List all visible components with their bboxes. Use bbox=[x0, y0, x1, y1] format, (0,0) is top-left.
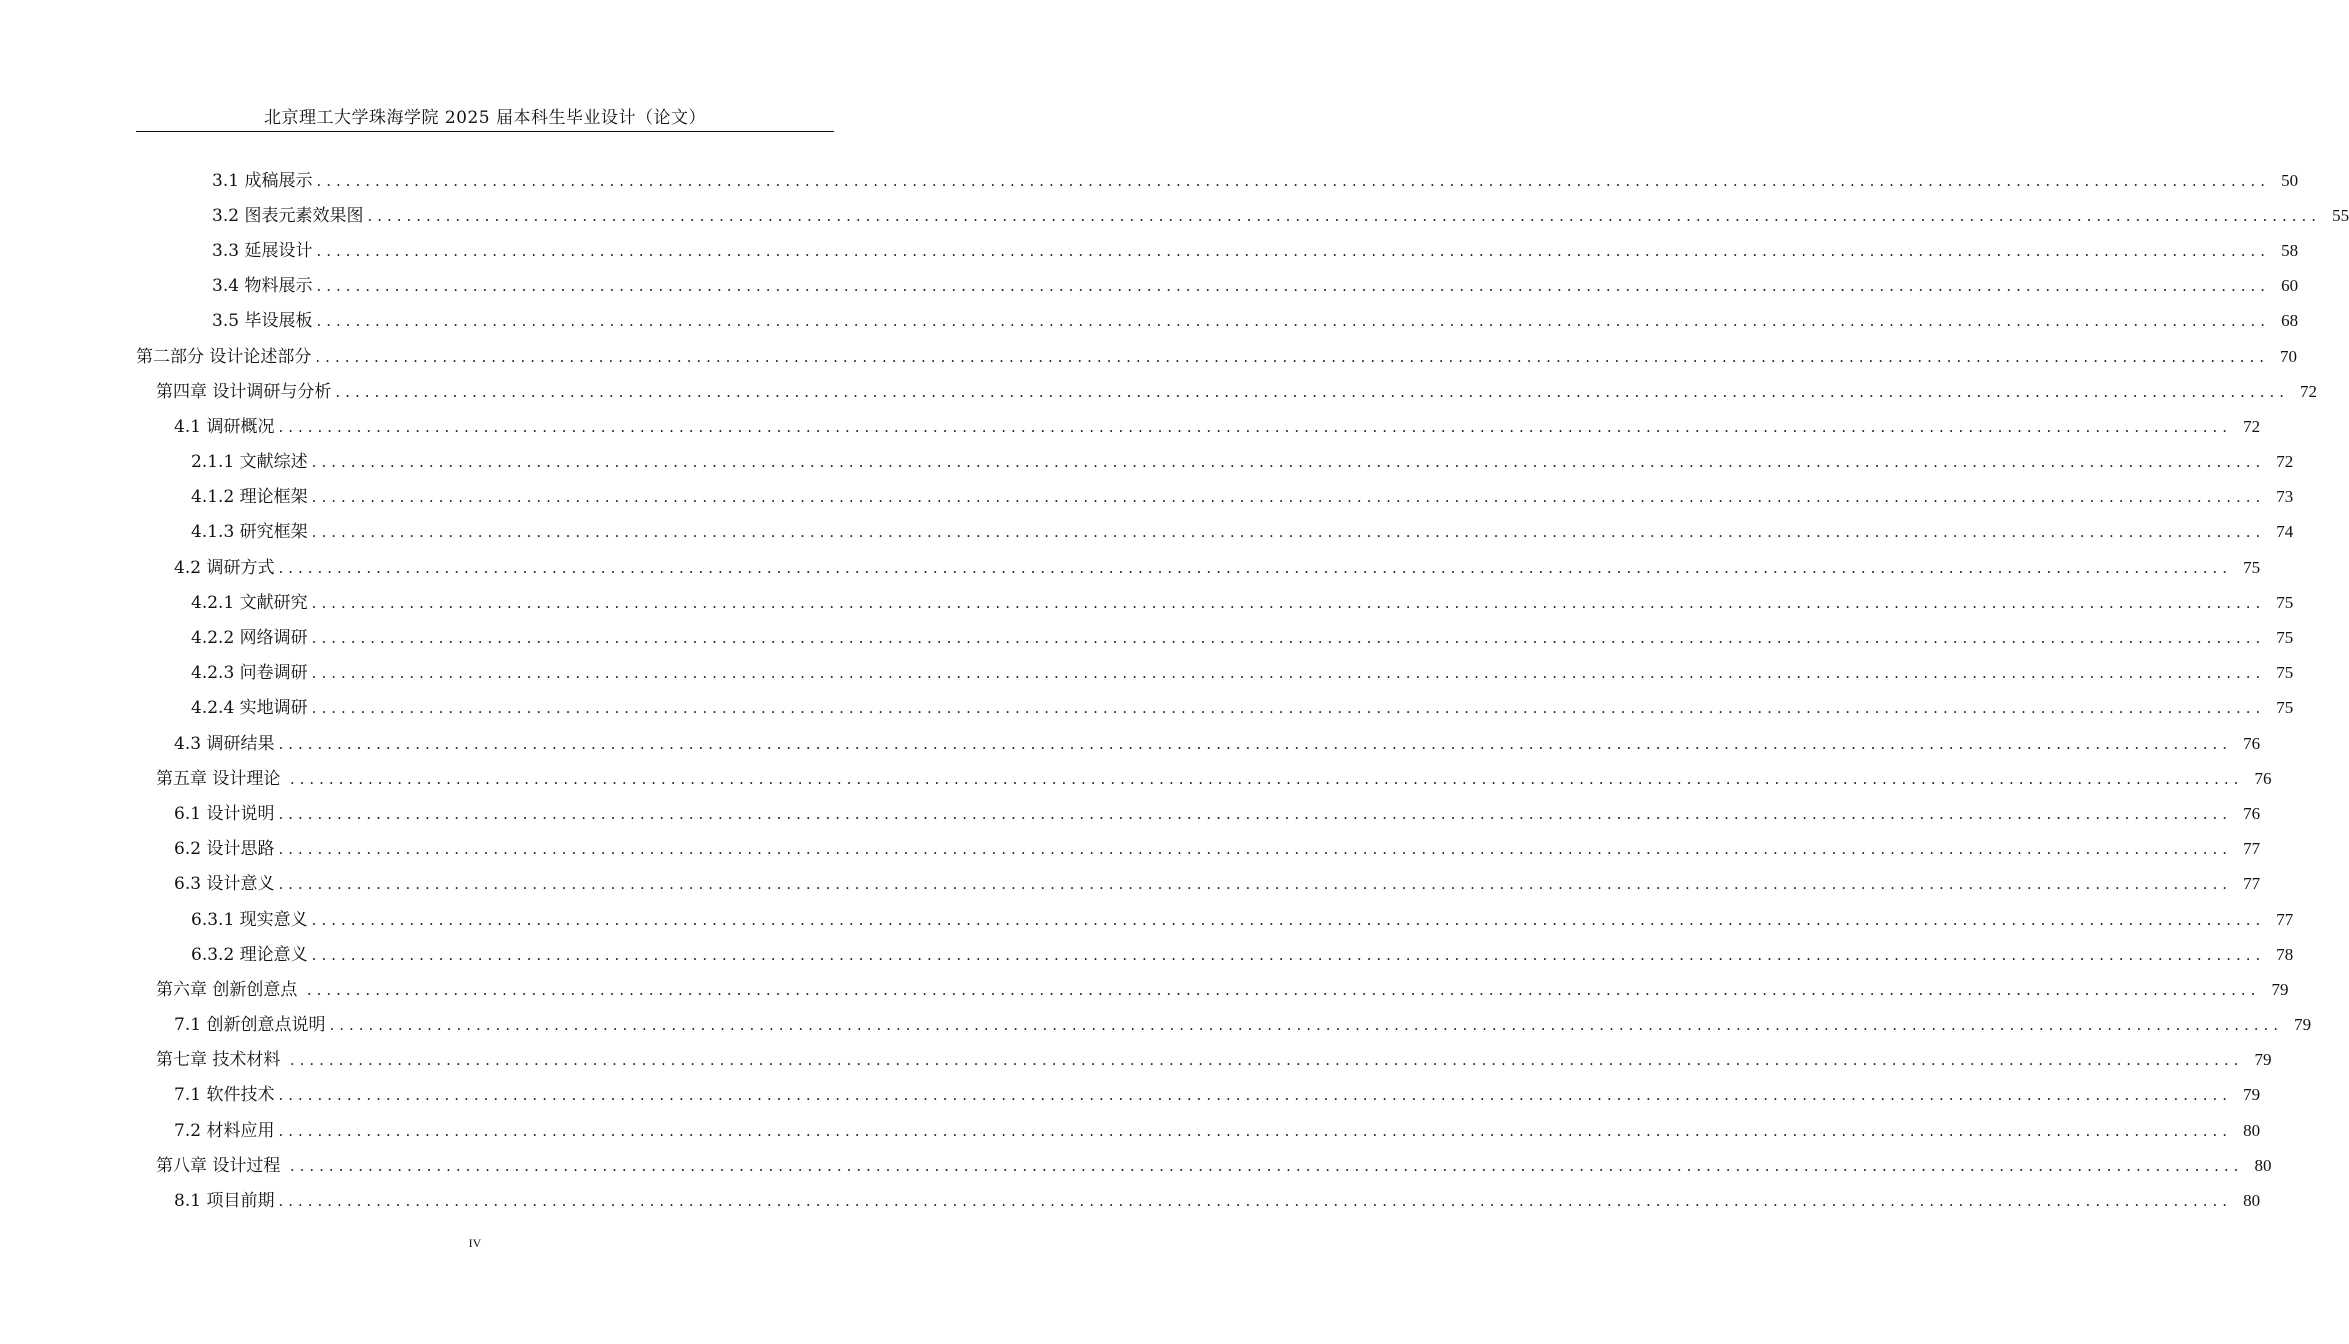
toc-entry-page: 68 bbox=[2281, 311, 2299, 331]
toc-dot-leader: ........................................................................................................................................................................................................ bbox=[311, 523, 2266, 542]
toc-dot-leader: ........................................................................................................................................................................................................ bbox=[278, 840, 2233, 859]
toc-dot-leader: ........................................................................................................................................................................................................ bbox=[278, 558, 2233, 577]
toc-entry-page: 72 bbox=[2276, 452, 2294, 472]
toc-entry-label: 2.1.1 文献综述 bbox=[191, 452, 308, 473]
toc-entry-label: 6.3 设计意义 bbox=[174, 874, 275, 895]
toc-entry-page: 75 bbox=[2276, 698, 2294, 718]
toc-entry-page: 77 bbox=[2243, 874, 2261, 894]
toc-entry-page: 75 bbox=[2276, 628, 2294, 648]
toc-entry-page: 50 bbox=[2281, 170, 2299, 190]
toc-entry-label: 第二部分 设计论述部分 bbox=[136, 346, 312, 367]
toc-entry-label: 第八章 设计过程 bbox=[156, 1155, 286, 1176]
toc-dot-leader: ........................................................................................................................................................................................................ bbox=[278, 734, 2233, 753]
toc-entry[interactable] bbox=[0, 445, 2294, 480]
toc-entry-page: 79 bbox=[2294, 1015, 2312, 1035]
toc-dot-leader: ........................................................................................................................................................................................................ bbox=[316, 312, 2271, 331]
toc-entry-page: 58 bbox=[2281, 240, 2299, 260]
toc-entry[interactable] bbox=[0, 832, 2261, 867]
toc-entry-page: 76 bbox=[2243, 803, 2261, 823]
toc-entry-page: 70 bbox=[2280, 346, 2298, 366]
toc-entry[interactable] bbox=[0, 409, 2261, 444]
toc-entry-page: 78 bbox=[2276, 944, 2294, 964]
toc-entry-label: 6.3.1 现实意义 bbox=[191, 909, 308, 930]
toc-entry-label: 3.1 成稿展示 bbox=[212, 170, 313, 191]
toc-entry-label: 4.2.1 文献研究 bbox=[191, 592, 308, 613]
toc-dot-leader: ........................................................................................................................................................................................................ bbox=[311, 699, 2266, 718]
toc-entry[interactable] bbox=[0, 726, 2261, 761]
toc-entry-label: 6.2 设计思路 bbox=[174, 839, 275, 860]
toc-entry-page: 77 bbox=[2276, 909, 2294, 929]
toc-entry-page: 80 bbox=[2243, 1191, 2261, 1211]
toc-entry-page: 72 bbox=[2300, 381, 2318, 401]
toc-entry[interactable] bbox=[0, 1043, 2272, 1078]
toc-entry-page: 79 bbox=[2243, 1085, 2261, 1105]
toc-entry-page: 60 bbox=[2281, 276, 2299, 296]
toc-entry[interactable] bbox=[0, 1183, 2261, 1218]
toc-entry-label: 8.1 项目前期 bbox=[174, 1191, 275, 1212]
toc-entry[interactable] bbox=[0, 515, 2294, 550]
toc-entry-page: 74 bbox=[2276, 522, 2294, 542]
toc-entry-label: 4.2.3 问卷调研 bbox=[191, 663, 308, 684]
toc-entry-label: 4.3 调研结果 bbox=[174, 733, 275, 754]
toc-dot-leader: ........................................................................................................................................................................................................ bbox=[278, 417, 2233, 436]
toc-entry[interactable] bbox=[0, 480, 2294, 515]
toc-entry[interactable] bbox=[0, 198, 2349, 233]
toc-dot-leader: ........................................................................................................................................................................................................ bbox=[311, 910, 2266, 929]
toc-entry-page: 77 bbox=[2243, 839, 2261, 859]
toc-entry-label: 4.1.3 研究框架 bbox=[191, 522, 308, 543]
toc-entry-label: 4.2.2 网络调研 bbox=[191, 628, 308, 649]
toc-entry[interactable] bbox=[0, 937, 2294, 972]
toc-entry-label: 3.4 物料展示 bbox=[212, 276, 313, 297]
toc-dot-leader: ........................................................................................................................................................................................................ bbox=[311, 664, 2266, 683]
toc-dot-leader: ........................................................................................................................................................................................................ bbox=[329, 1016, 2284, 1035]
toc-dot-leader: ........................................................................................................................................................................................................ bbox=[289, 1156, 2244, 1175]
toc-dot-leader: ........................................................................................................................................................................................................ bbox=[367, 206, 2322, 225]
header-divider bbox=[136, 131, 834, 132]
toc-entry-label: 4.2 调研方式 bbox=[174, 557, 275, 578]
toc-entry-page: 75 bbox=[2243, 557, 2261, 577]
toc-entry-page: 75 bbox=[2276, 663, 2294, 683]
toc-entry-page: 79 bbox=[2271, 979, 2289, 999]
toc-dot-leader: ........................................................................................................................................................................................................ bbox=[289, 769, 2244, 788]
toc-entry[interactable] bbox=[0, 233, 2299, 268]
toc-entry-page: 76 bbox=[2243, 733, 2261, 753]
toc-entry[interactable] bbox=[0, 620, 2294, 655]
toc-dot-leader: ........................................................................................................................................................................................................ bbox=[335, 382, 2290, 401]
toc-entry-page: 73 bbox=[2276, 487, 2294, 507]
toc-entry[interactable] bbox=[0, 761, 2272, 796]
toc-entry[interactable] bbox=[0, 1113, 2261, 1148]
page-header: 北京理工大学珠海学院 2025 届本科生毕业设计（论文） bbox=[263, 108, 707, 128]
toc-dot-leader: ........................................................................................................................................................................................................ bbox=[311, 945, 2266, 964]
toc-entry[interactable] bbox=[0, 550, 2261, 585]
toc-entry[interactable] bbox=[0, 163, 2299, 198]
toc-entry-page: 80 bbox=[2254, 1155, 2272, 1175]
toc-dot-leader: ........................................................................................................................................................................................................ bbox=[316, 277, 2271, 296]
table-of-contents bbox=[0, 163, 2349, 1219]
toc-entry-page: 72 bbox=[2243, 416, 2261, 436]
toc-entry[interactable] bbox=[0, 867, 2261, 902]
toc-dot-leader: ........................................................................................................................................................................................................ bbox=[311, 629, 2266, 648]
toc-entry-page: 80 bbox=[2243, 1120, 2261, 1140]
toc-entry-label: 第七章 技术材料 bbox=[156, 1050, 286, 1071]
toc-dot-leader: ........................................................................................................................................................................................................ bbox=[278, 1121, 2233, 1140]
toc-entry-label: 第五章 设计理论 bbox=[156, 768, 286, 789]
toc-entry[interactable] bbox=[0, 585, 2294, 620]
toc-entry-page: 75 bbox=[2276, 592, 2294, 612]
toc-entry[interactable] bbox=[0, 691, 2294, 726]
toc-entry-label: 3.2 图表元素效果图 bbox=[212, 205, 364, 226]
toc-entry[interactable] bbox=[0, 269, 2299, 304]
toc-entry-label: 6.1 设计说明 bbox=[174, 803, 275, 824]
page-number: IV bbox=[468, 1236, 482, 1250]
toc-entry[interactable] bbox=[0, 1148, 2272, 1183]
toc-entry-page: 76 bbox=[2254, 768, 2272, 788]
toc-entry-label: 3.5 毕设展板 bbox=[212, 311, 313, 332]
toc-entry-label: 7.2 材料应用 bbox=[174, 1120, 275, 1141]
toc-entry[interactable] bbox=[0, 1078, 2261, 1113]
toc-entry-label: 第六章 创新创意点 bbox=[156, 979, 303, 1000]
toc-entry[interactable] bbox=[0, 796, 2261, 831]
toc-dot-leader: ........................................................................................................................................................................................................ bbox=[311, 593, 2266, 612]
toc-dot-leader: ........................................................................................................................................................................................................ bbox=[315, 347, 2270, 366]
toc-entry[interactable] bbox=[0, 1008, 2312, 1043]
toc-entry-label: 4.1.2 理论框架 bbox=[191, 487, 308, 508]
toc-entry-label: 4.1 调研概况 bbox=[174, 416, 275, 437]
toc-entry[interactable] bbox=[0, 656, 2294, 691]
toc-entry-page: 79 bbox=[2254, 1050, 2272, 1070]
toc-entry-label: 4.2.4 实地调研 bbox=[191, 698, 308, 719]
toc-dot-leader: ........................................................................................................................................................................................................ bbox=[278, 1086, 2233, 1105]
toc-dot-leader: ........................................................................................................................................................................................................ bbox=[316, 241, 2271, 260]
toc-dot-leader: ........................................................................................................................................................................................................ bbox=[289, 1051, 2244, 1070]
toc-dot-leader: ........................................................................................................................................................................................................ bbox=[316, 171, 2271, 190]
toc-entry[interactable] bbox=[0, 304, 2299, 339]
toc-entry-label: 6.3.2 理论意义 bbox=[191, 944, 308, 965]
toc-dot-leader: ........................................................................................................................................................................................................ bbox=[278, 875, 2233, 894]
toc-entry-label: 7.1 软件技术 bbox=[174, 1085, 275, 1106]
toc-entry[interactable] bbox=[0, 374, 2318, 409]
toc-entry[interactable] bbox=[0, 902, 2294, 937]
toc-entry[interactable] bbox=[0, 339, 2298, 374]
toc-dot-leader: ........................................................................................................................................................................................................ bbox=[311, 453, 2266, 472]
toc-entry-label: 3.3 延展设计 bbox=[212, 240, 313, 261]
toc-dot-leader: ........................................................................................................................................................................................................ bbox=[306, 980, 2261, 999]
toc-entry-label: 7.1 创新创意点说明 bbox=[174, 1015, 326, 1036]
toc-dot-leader: ........................................................................................................................................................................................................ bbox=[278, 1192, 2233, 1211]
toc-entry-page: 55 bbox=[2332, 205, 2349, 225]
toc-entry-label: 第四章 设计调研与分析 bbox=[156, 381, 332, 402]
toc-dot-leader: ........................................................................................................................................................................................................ bbox=[278, 804, 2233, 823]
toc-dot-leader: ........................................................................................................................................................................................................ bbox=[311, 488, 2266, 507]
toc-entry[interactable] bbox=[0, 972, 2289, 1007]
